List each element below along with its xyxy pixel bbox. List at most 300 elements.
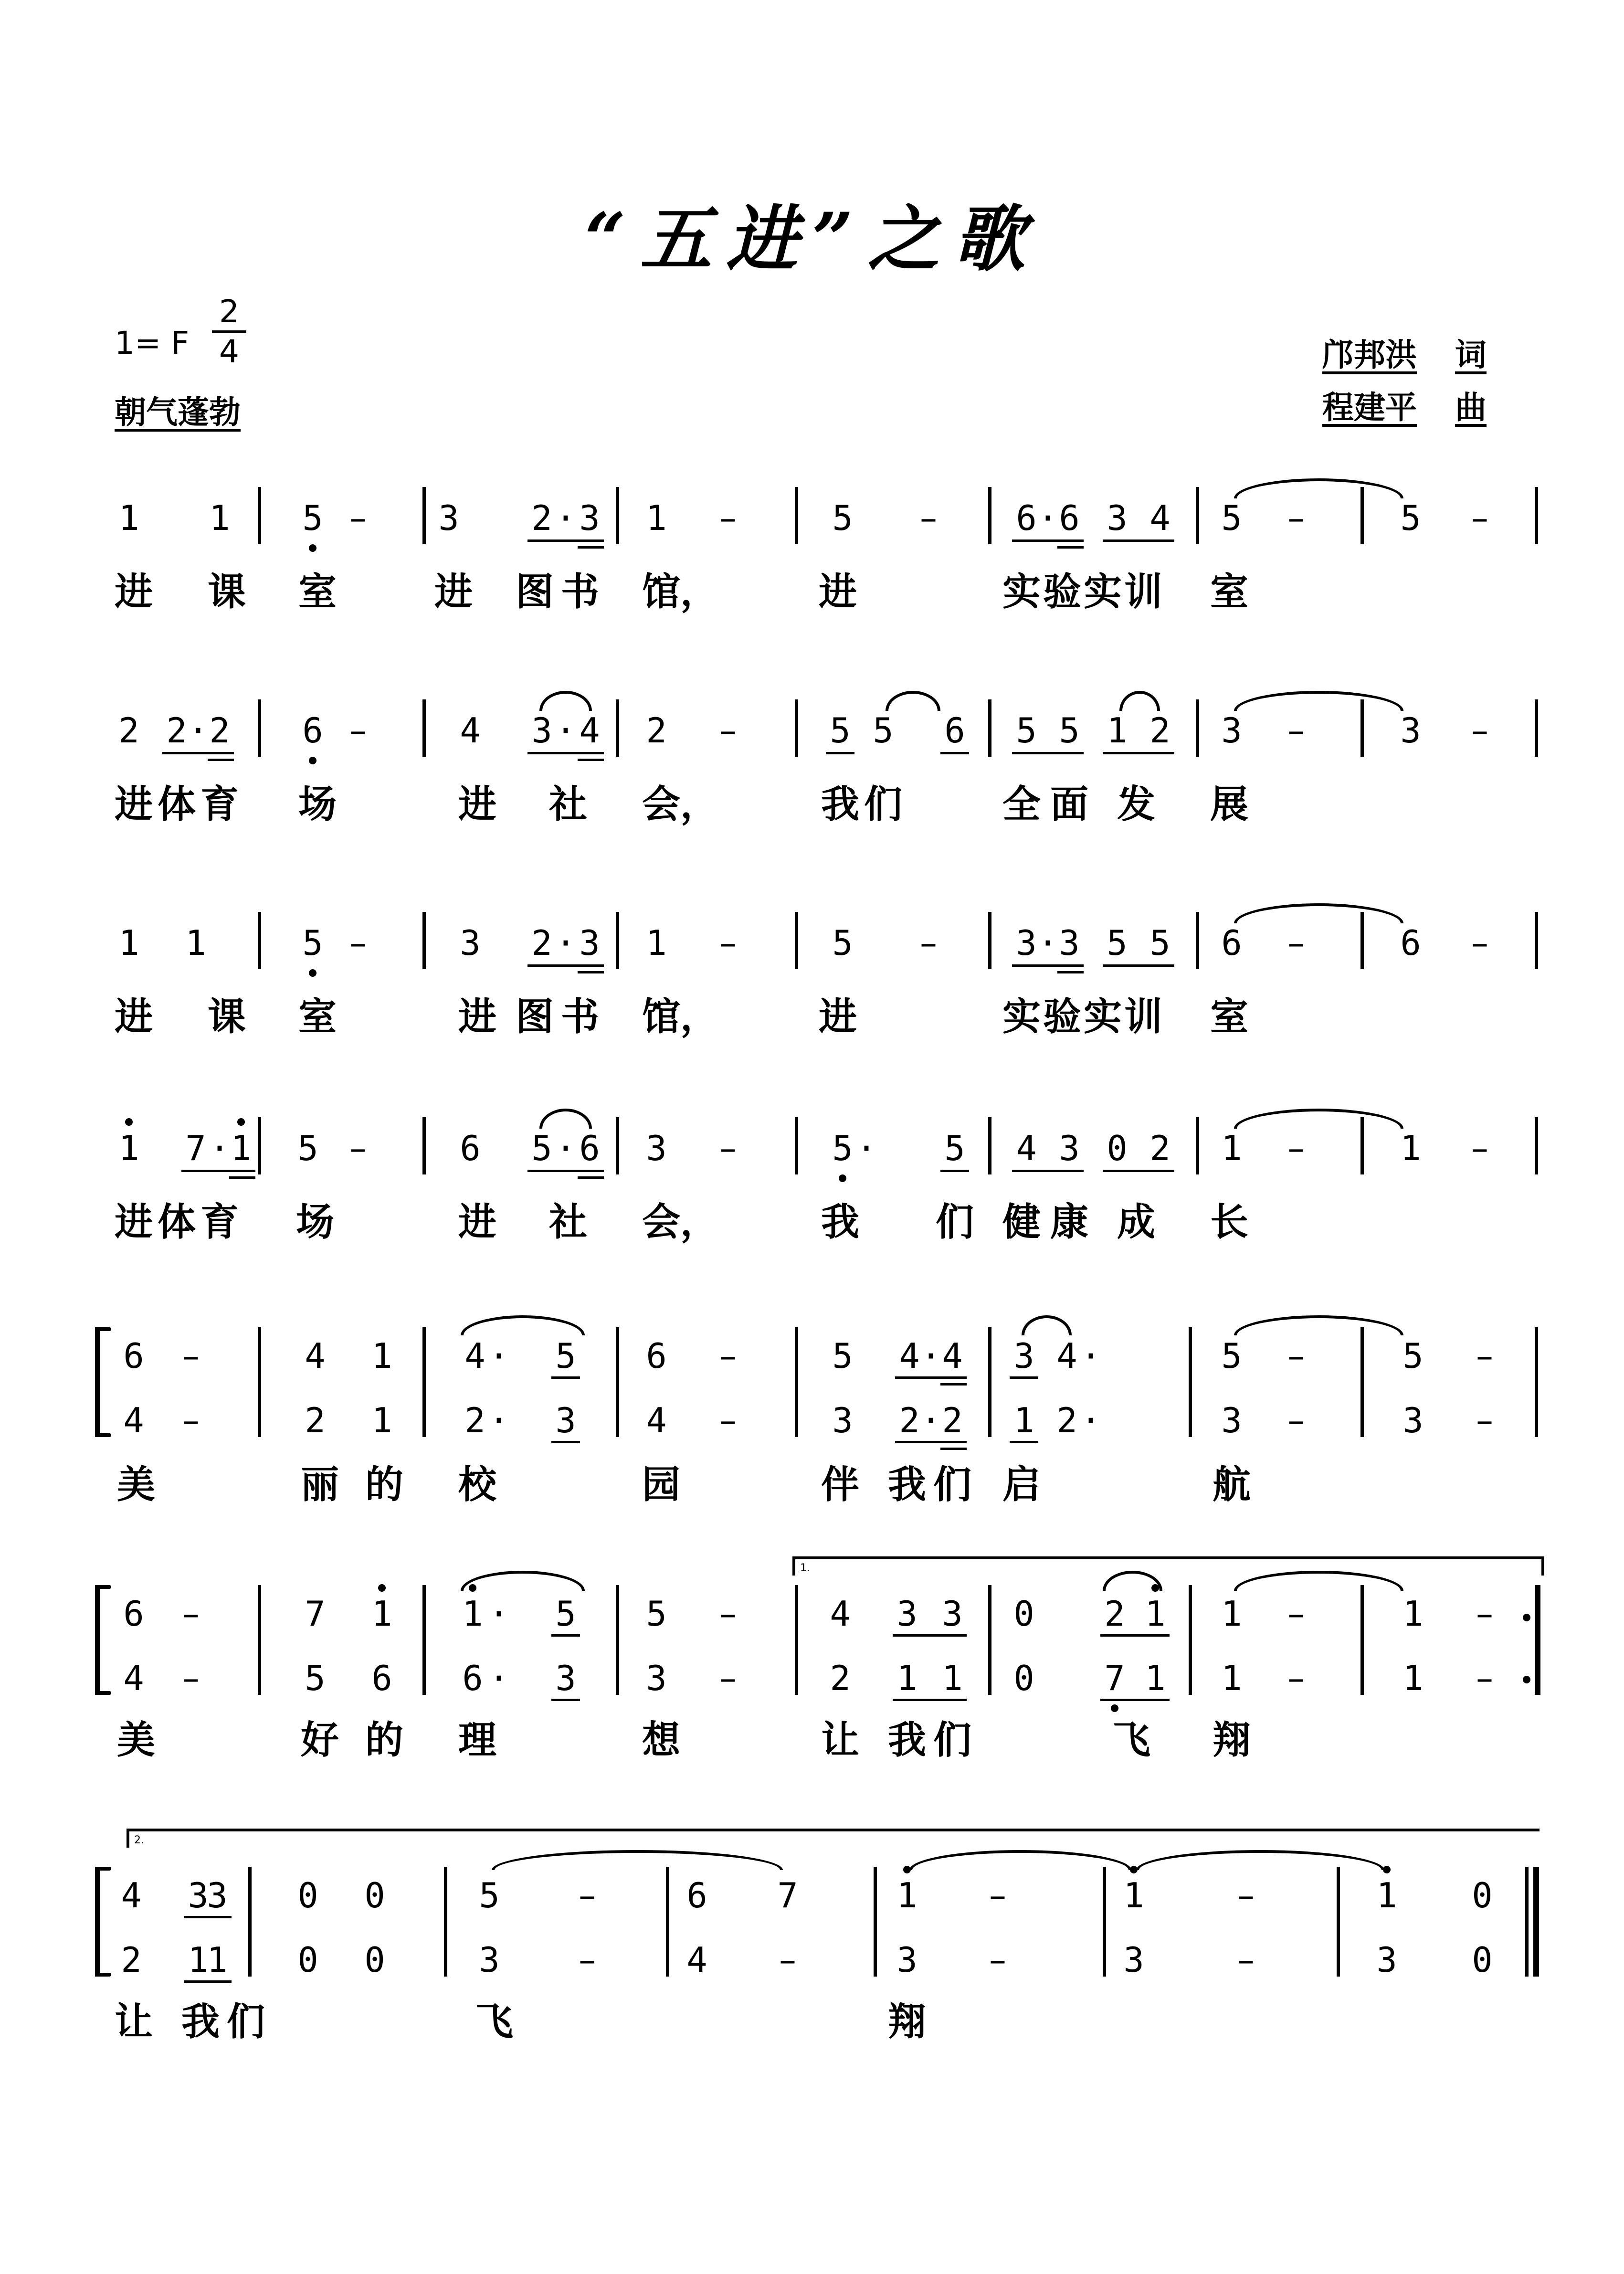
underline — [940, 752, 969, 754]
lyric: 伴 — [821, 1462, 859, 1507]
barline — [988, 1327, 991, 1437]
underline — [229, 1176, 255, 1179]
note: 3 — [1107, 498, 1128, 538]
lyric: 健 — [1002, 1200, 1041, 1244]
note: 1 — [207, 1940, 228, 1980]
lyric: 社 — [549, 782, 587, 826]
barline — [1189, 1327, 1192, 1437]
tie — [461, 1315, 585, 1335]
barline — [422, 699, 426, 757]
underline — [1010, 1441, 1038, 1443]
lyric: 馆， — [642, 994, 718, 1039]
system-7 — [0, 1833, 1624, 2120]
lyric: 课 — [208, 570, 246, 614]
note: 5 — [832, 923, 853, 963]
barline — [422, 1585, 426, 1695]
brace — [88, 1585, 107, 1695]
lyric: 验 — [1043, 570, 1081, 614]
note: 1 — [1221, 1658, 1242, 1698]
brace — [88, 1327, 107, 1437]
lyric: 验 — [1043, 994, 1081, 1039]
dash: – — [349, 498, 367, 538]
barline — [444, 1867, 447, 1977]
lyric: 让 — [821, 1718, 859, 1762]
note: 4 — [579, 710, 600, 751]
underline — [1057, 546, 1084, 549]
note: 7 — [777, 1875, 798, 1915]
lyric: 育 — [200, 1200, 239, 1244]
composer-name: 程建平 — [1322, 389, 1417, 426]
underline — [184, 1980, 232, 1983]
underline — [940, 1170, 969, 1172]
note: 5 — [646, 1594, 667, 1634]
dot-rhythm: · — [1037, 498, 1058, 538]
note: 0 — [1472, 1940, 1493, 1980]
lyric: 室 — [298, 994, 337, 1039]
time-signature — [210, 294, 248, 370]
note: 2 — [1056, 1400, 1077, 1440]
barline — [1337, 1867, 1340, 1977]
dash: – — [579, 1875, 596, 1915]
note: 0 — [1013, 1594, 1034, 1634]
barline — [874, 1867, 877, 1977]
note: 5 — [1221, 1336, 1242, 1376]
dash: – — [1287, 1658, 1305, 1698]
note: 5 — [830, 710, 851, 751]
barline — [258, 1585, 261, 1695]
underline — [893, 1699, 967, 1701]
note: 1 — [896, 1875, 917, 1915]
underline — [578, 546, 604, 549]
lyric: 训 — [1124, 994, 1162, 1039]
dash: – — [920, 498, 937, 538]
lyric: 航 — [1213, 1462, 1251, 1507]
note: 4 — [646, 1400, 667, 1440]
note: 1 — [1376, 1875, 1397, 1915]
lyric: 园 — [642, 1462, 680, 1507]
note: 3 — [1059, 923, 1080, 963]
note: 2 — [209, 710, 230, 751]
low-octave-dot — [839, 1174, 846, 1182]
note: 1 — [371, 1400, 392, 1440]
note: 1 — [188, 1940, 209, 1980]
note: 4 — [123, 1658, 144, 1698]
note: 1 — [1013, 1400, 1034, 1440]
dash: – — [1471, 498, 1488, 538]
barline — [795, 1327, 798, 1437]
lyric: 进 — [115, 782, 153, 826]
lyricist-role: 词 — [1455, 337, 1487, 373]
note: 2 — [1149, 1128, 1171, 1168]
note: 6 — [123, 1594, 144, 1634]
lyric: 室 — [298, 570, 337, 614]
barline — [422, 1327, 426, 1437]
barline — [616, 699, 619, 757]
barline — [795, 487, 798, 544]
note: 6 — [371, 1658, 392, 1698]
lyric: 的 — [365, 1718, 403, 1762]
lyricist-credit — [1322, 329, 1487, 375]
time-signature-top: 2 — [219, 293, 239, 330]
lyric: 进 — [458, 1200, 496, 1244]
underline — [1103, 752, 1174, 754]
note: 5 — [531, 1128, 552, 1168]
tie — [1136, 1850, 1384, 1870]
lyric: 进 — [115, 1200, 153, 1244]
underline — [1012, 539, 1084, 542]
lyric: 康 — [1050, 1200, 1088, 1244]
barline — [795, 912, 798, 969]
time-signature-bottom: 4 — [219, 333, 239, 370]
note: 1 — [896, 1658, 917, 1698]
lyric: 展 — [1210, 782, 1248, 826]
underline — [578, 1176, 604, 1179]
tie — [1022, 1315, 1072, 1335]
lyric: 书 — [561, 994, 599, 1039]
lyric: 实 — [1084, 570, 1122, 614]
note: 3 — [579, 498, 600, 538]
final-barline-thick — [1533, 1867, 1539, 1977]
note: 1 — [1403, 1658, 1424, 1698]
underline — [527, 1170, 604, 1172]
repeat-dot — [1523, 1614, 1530, 1621]
note: 5 — [555, 1336, 576, 1376]
barline — [1535, 1327, 1538, 1437]
note: 0 — [1013, 1658, 1034, 1698]
underline — [1103, 1170, 1174, 1172]
tie — [1119, 691, 1160, 711]
underline — [578, 759, 604, 761]
barline — [1189, 1585, 1192, 1695]
note: 1 — [118, 1128, 139, 1168]
lyric: 我 — [821, 782, 859, 826]
low-octave-dot — [1111, 1704, 1118, 1712]
barline — [258, 1117, 261, 1174]
note: 1 — [1403, 1594, 1424, 1634]
note: 3 — [207, 1875, 228, 1915]
note: 3 — [896, 1594, 917, 1634]
lyric: 会， — [642, 782, 718, 826]
lyric: 丽 — [301, 1462, 339, 1507]
tie — [539, 1109, 592, 1129]
note: 6 — [944, 710, 965, 751]
note: 4 — [1149, 498, 1171, 538]
tie — [909, 1850, 1131, 1870]
barline — [258, 699, 261, 757]
note: 3 — [555, 1400, 576, 1440]
note: 1 — [462, 1594, 483, 1634]
lyric: 们 — [933, 1718, 971, 1762]
note: 3 — [646, 1658, 667, 1698]
volta-label-1: 1. — [800, 1562, 810, 1574]
dash: – — [1476, 1400, 1493, 1440]
note: 7 — [305, 1594, 326, 1634]
barline — [988, 487, 991, 544]
note: 2 — [305, 1400, 326, 1440]
underline — [551, 1441, 580, 1443]
note: 1 — [209, 498, 230, 538]
barline — [1535, 487, 1538, 544]
low-octave-dot — [309, 757, 316, 764]
lyric: 训 — [1124, 570, 1162, 614]
system-6 — [0, 1561, 1624, 1848]
dot-rhythm: · — [920, 1336, 941, 1376]
dash: – — [1476, 1336, 1493, 1376]
note: 3 — [460, 923, 481, 963]
composer-credit — [1322, 382, 1487, 427]
note: 3 — [531, 710, 552, 751]
note: 3 — [1403, 1400, 1424, 1440]
note: 5 — [1016, 710, 1037, 751]
lyric: 进 — [434, 570, 473, 614]
dash: – — [349, 923, 367, 963]
barline — [795, 699, 798, 757]
tie — [1234, 903, 1403, 923]
lyric: 们 — [933, 1462, 971, 1507]
dash: – — [579, 1940, 596, 1980]
underline — [162, 752, 234, 754]
note: 5 — [944, 1128, 965, 1168]
dot-rhythm: · — [1080, 1336, 1101, 1376]
barline — [422, 1117, 426, 1174]
tempo-marking: 朝气蓬勃 — [115, 394, 241, 431]
barline — [1196, 912, 1199, 969]
barline — [258, 912, 261, 969]
dash: – — [1471, 923, 1488, 963]
lyric: 社 — [549, 1200, 587, 1244]
note: 4 — [121, 1875, 142, 1915]
lyric: 进 — [819, 570, 857, 614]
barline — [988, 699, 991, 757]
barline — [795, 1117, 798, 1174]
lyric: 进 — [458, 782, 496, 826]
dash: – — [719, 710, 737, 751]
note: 5 — [832, 498, 853, 538]
barline — [1360, 1327, 1364, 1437]
note: 5 — [302, 498, 323, 538]
lyric: 育 — [200, 782, 239, 826]
high-octave-dot — [125, 1118, 133, 1126]
note: 3 — [1059, 1128, 1080, 1168]
dash: – — [1287, 1594, 1305, 1634]
underline — [527, 752, 604, 754]
dot-rhythm: · — [856, 1128, 877, 1168]
barline — [1103, 1867, 1106, 1977]
underline — [527, 964, 604, 967]
dash: – — [1287, 1336, 1305, 1376]
note: 4 — [1056, 1336, 1077, 1376]
dash: – — [349, 710, 367, 751]
note: 6 — [123, 1336, 144, 1376]
lyric: 启 — [1002, 1462, 1041, 1507]
barline — [666, 1867, 669, 1977]
song-title: “五进”之歌 — [584, 197, 1040, 281]
note: 2 — [118, 710, 139, 751]
note: 4 — [123, 1400, 144, 1440]
dot-rhythm: · — [555, 923, 576, 963]
barline — [1535, 1117, 1538, 1174]
note: 3 — [1221, 1400, 1242, 1440]
note: 4 — [686, 1940, 707, 1980]
note: 3 — [188, 1875, 209, 1915]
lyric: 场 — [296, 1200, 334, 1244]
barline — [616, 1327, 619, 1437]
key-signature: 1= F — [115, 325, 190, 361]
low-octave-dot — [309, 544, 316, 552]
note: 4 — [460, 710, 481, 751]
note: 3 — [1016, 923, 1037, 963]
barline — [1196, 1117, 1199, 1174]
underline — [184, 1916, 232, 1918]
lyric: 面 — [1050, 782, 1088, 826]
lyric: 们 — [936, 1200, 974, 1244]
dot-rhythm: · — [555, 710, 576, 751]
underline — [1100, 1699, 1170, 1701]
dash: – — [1287, 1400, 1305, 1440]
lyric: 图 — [516, 570, 554, 614]
note: 5 — [832, 1128, 853, 1168]
dash: – — [719, 498, 737, 538]
dash: – — [1471, 1128, 1488, 1168]
dash: – — [182, 1400, 200, 1440]
barline — [616, 1117, 619, 1174]
dash: – — [719, 1658, 737, 1698]
lyric: 我 — [888, 1462, 926, 1507]
high-octave-dot — [237, 1118, 245, 1126]
note: 4 — [1016, 1128, 1037, 1168]
note: 3 — [942, 1594, 963, 1634]
note: 1 — [231, 1128, 252, 1168]
dash: – — [1476, 1658, 1493, 1698]
note: 3 — [646, 1128, 667, 1168]
dot-rhythm: · — [555, 498, 576, 538]
underline — [551, 1699, 580, 1701]
lyric: 发 — [1117, 782, 1155, 826]
lyric: 实 — [1002, 994, 1041, 1039]
brace — [88, 1867, 107, 1977]
dash: – — [719, 1128, 737, 1168]
lyric: 们 — [864, 782, 902, 826]
barline — [988, 1117, 991, 1174]
lyric: 实 — [1084, 994, 1122, 1039]
barline — [248, 1867, 252, 1977]
underline — [826, 752, 854, 754]
underline — [1012, 964, 1084, 967]
note: 5 — [832, 1336, 853, 1376]
note: 2 — [1149, 710, 1171, 751]
dot-rhythm: · — [209, 1128, 230, 1168]
underline — [551, 1376, 580, 1379]
dot-rhythm: · — [488, 1594, 509, 1634]
note: 3 — [438, 498, 459, 538]
lyric: 馆， — [642, 570, 718, 614]
note: 3 — [1376, 1940, 1397, 1980]
note: 1 — [118, 923, 139, 963]
note: 2 — [531, 923, 552, 963]
note: 4 — [464, 1336, 485, 1376]
lyric: 想 — [642, 1718, 680, 1762]
note: 5 — [1400, 498, 1421, 538]
volta-label-2: 2. — [134, 1834, 144, 1846]
dash: – — [989, 1875, 1006, 1915]
lyric: 实 — [1002, 570, 1041, 614]
note: 0 — [364, 1940, 385, 1980]
barline — [988, 912, 991, 969]
lyric: 校 — [458, 1462, 496, 1507]
underline — [1103, 539, 1174, 542]
note: 0 — [1107, 1128, 1128, 1168]
note: 5 — [1107, 923, 1128, 963]
note: 2 — [121, 1940, 142, 1980]
barline — [1535, 912, 1538, 969]
lyric: 课 — [208, 994, 246, 1039]
note: 6 — [302, 710, 323, 751]
barline — [616, 912, 619, 969]
lyric: 美 — [117, 1462, 155, 1507]
low-octave-dot — [309, 969, 316, 977]
underline — [940, 1448, 967, 1450]
dash: – — [719, 923, 737, 963]
underline — [578, 971, 604, 973]
note: 6 — [686, 1875, 707, 1915]
repeat-barline — [1535, 1585, 1540, 1695]
dot-rhythm: · — [488, 1400, 509, 1440]
dash: – — [719, 1336, 737, 1376]
lyric: 我 — [821, 1200, 859, 1244]
barline — [258, 1327, 261, 1437]
tie — [461, 1571, 585, 1591]
note: 3 — [555, 1658, 576, 1698]
note: 2 — [166, 710, 187, 751]
note: 3 — [579, 923, 600, 963]
note: 2 — [531, 498, 552, 538]
underline — [1012, 1170, 1084, 1172]
note: 3 — [896, 1940, 917, 1980]
tie — [886, 691, 940, 711]
dash: – — [719, 1400, 737, 1440]
lyric: 翔 — [888, 1999, 926, 2044]
lyric: 会， — [642, 1200, 718, 1244]
lyric: 全 — [1002, 782, 1041, 826]
barline — [422, 487, 426, 544]
lyric: 我 — [888, 1718, 926, 1762]
volta-bracket-1 — [792, 1556, 1544, 1576]
note: 6 — [646, 1336, 667, 1376]
note: 0 — [297, 1875, 318, 1915]
underline — [208, 759, 234, 761]
note: 6 — [1400, 923, 1421, 963]
barline — [988, 1585, 991, 1695]
lyric: 进 — [115, 994, 153, 1039]
dash: – — [1287, 923, 1305, 963]
lyric: 进 — [115, 570, 153, 614]
high-octave-dot — [378, 1584, 386, 1592]
note: 1 — [646, 923, 667, 963]
lyric: 室 — [1210, 994, 1248, 1039]
underline — [1010, 1376, 1038, 1379]
underline — [1012, 752, 1084, 754]
dash: – — [1476, 1594, 1493, 1634]
note: 5 — [1059, 710, 1080, 751]
lyric: 让 — [115, 1999, 153, 2044]
note: 5 — [302, 923, 323, 963]
note: 0 — [297, 1940, 318, 1980]
note: 2 — [830, 1658, 851, 1698]
lyric: 室 — [1210, 570, 1248, 614]
note: 7 — [1104, 1658, 1125, 1698]
lyric: 成 — [1117, 1200, 1155, 1244]
dot-rhythm: · — [920, 1400, 941, 1440]
